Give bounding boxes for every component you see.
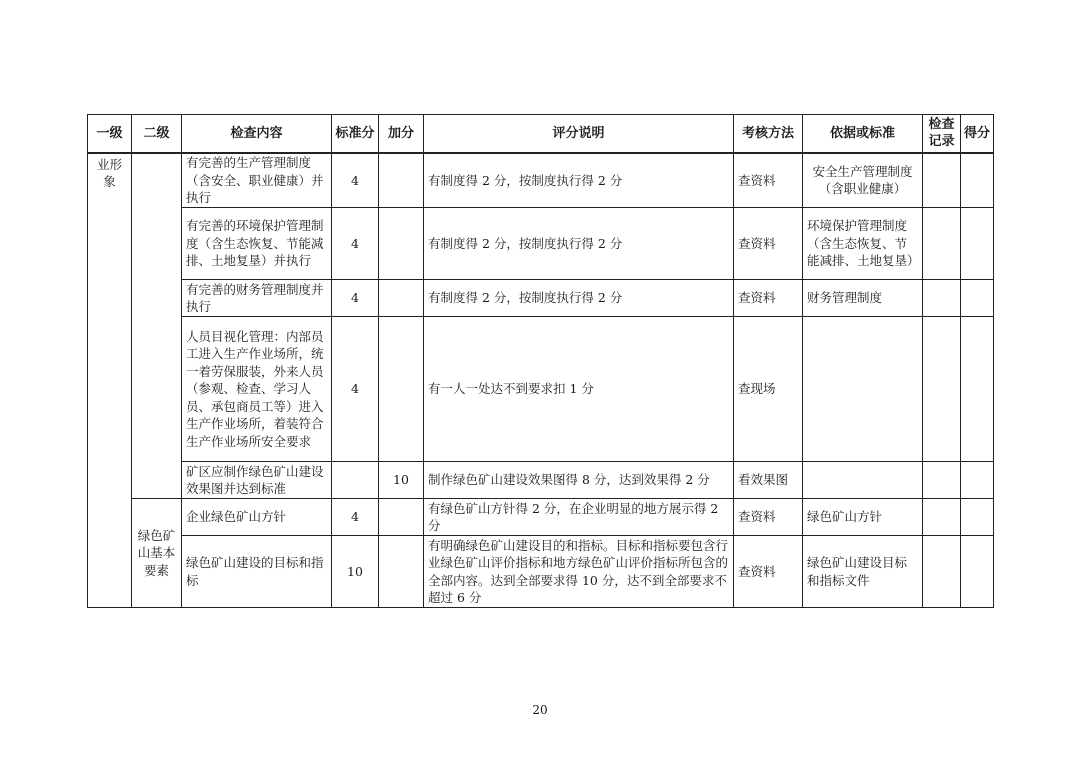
bonus-cell	[379, 317, 424, 462]
content-cell: 有完善的环境保护管理制度（含生态恢复、节能减排、土地复垦）并执行	[182, 208, 332, 280]
standard-score-cell: 4	[332, 499, 379, 536]
standard-score-cell: 4	[332, 208, 379, 280]
page-number: 20	[532, 703, 548, 717]
header-scoring: 评分说明	[424, 115, 734, 153]
standard-score-cell	[332, 462, 379, 499]
header-method: 考核方法	[734, 115, 803, 153]
scoring-cell: 有明确绿色矿山建设目的和指标。目标和指标要包含行业绿色矿山评价指标和地方绿色矿山评价指标所包含的全部内容。达到全部要求得 10 分，达不到全部要求不超过 6 分	[424, 536, 734, 608]
header-level2: 二级	[132, 115, 182, 153]
table-row	[88, 153, 994, 208]
header-level1: 一级	[88, 115, 132, 153]
level1-cell: 业形象	[88, 153, 132, 608]
header-basis: 依据或标准	[803, 115, 923, 153]
record-cell	[923, 208, 961, 280]
score-cell	[961, 280, 994, 317]
scoring-cell: 制作绿色矿山建设效果图得 8 分，达到效果得 2 分	[424, 462, 734, 499]
header-standard-score: 标准分	[332, 115, 379, 153]
header-record: 检查记录	[923, 115, 961, 153]
score-cell	[961, 208, 994, 280]
level2-cell-green-mine: 绿色矿山基本要素	[132, 499, 182, 608]
score-cell	[961, 536, 994, 608]
scoring-cell: 有制度得 2 分，按制度执行得 2 分	[424, 280, 734, 317]
standard-score-cell: 4	[332, 317, 379, 462]
record-cell	[923, 536, 961, 608]
score-cell	[961, 462, 994, 499]
content-cell: 人员目视化管理：内部员工进入生产作业场所，统一着劳保服装，外来人员（参观、检查、学习人员、承包商员工等）进入生产作业场所，着装符合生产作业场所安全要求	[182, 317, 332, 462]
scoring-cell: 有制度得 2 分，按制度执行得 2 分	[424, 208, 734, 280]
table-row	[88, 462, 994, 499]
record-cell	[923, 462, 961, 499]
bonus-cell: 10	[379, 462, 424, 499]
basis-cell: 绿色矿山建设目标和指标文件	[803, 536, 923, 608]
scoring-cell: 有制度得 2 分，按制度执行得 2 分	[424, 153, 734, 208]
score-cell	[961, 317, 994, 462]
record-cell	[923, 499, 961, 536]
basis-cell: 财务管理制度	[803, 280, 923, 317]
bonus-cell	[379, 499, 424, 536]
bonus-cell	[379, 208, 424, 280]
header-content: 检查内容	[182, 115, 332, 153]
table-row	[88, 208, 994, 280]
content-cell: 有完善的生产管理制度（含安全、职业健康）并执行	[182, 153, 332, 208]
content-cell: 绿色矿山建设的目标和指标	[182, 536, 332, 608]
table-row	[88, 499, 994, 536]
score-cell	[961, 153, 994, 208]
table-row	[88, 317, 994, 462]
inspection-table	[87, 114, 994, 608]
standard-score-cell: 4	[332, 280, 379, 317]
content-cell: 有完善的财务管理制度并执行	[182, 280, 332, 317]
method-cell: 查资料	[734, 280, 803, 317]
standard-score-cell: 10	[332, 536, 379, 608]
method-cell: 查现场	[734, 317, 803, 462]
basis-cell	[803, 317, 923, 462]
method-cell: 查资料	[734, 536, 803, 608]
bonus-cell	[379, 280, 424, 317]
table-header-row	[88, 115, 994, 153]
bonus-cell	[379, 153, 424, 208]
basis-cell: 环境保护管理制度（含生态恢复、节能减排、土地复垦）	[803, 208, 923, 280]
basis-cell: 安全生产管理制度（含职业健康）	[803, 153, 923, 208]
level2-cell-empty	[132, 153, 182, 499]
scoring-cell: 有一人一处达不到要求扣 1 分	[424, 317, 734, 462]
basis-cell	[803, 462, 923, 499]
content-cell: 矿区应制作绿色矿山建设效果图并达到标准	[182, 462, 332, 499]
method-cell: 查资料	[734, 499, 803, 536]
record-cell	[923, 280, 961, 317]
score-cell	[961, 499, 994, 536]
method-cell: 看效果图	[734, 462, 803, 499]
method-cell: 查资料	[734, 208, 803, 280]
header-score: 得分	[961, 115, 994, 153]
table-row	[88, 536, 994, 608]
record-cell	[923, 317, 961, 462]
standard-score-cell: 4	[332, 153, 379, 208]
table-row	[88, 280, 994, 317]
bonus-cell	[379, 536, 424, 608]
record-cell	[923, 153, 961, 208]
scoring-cell: 有绿色矿山方针得 2 分，在企业明显的地方展示得 2 分	[424, 499, 734, 536]
method-cell: 查资料	[734, 153, 803, 208]
content-cell: 企业绿色矿山方针	[182, 499, 332, 536]
basis-cell: 绿色矿山方针	[803, 499, 923, 536]
header-bonus: 加分	[379, 115, 424, 153]
